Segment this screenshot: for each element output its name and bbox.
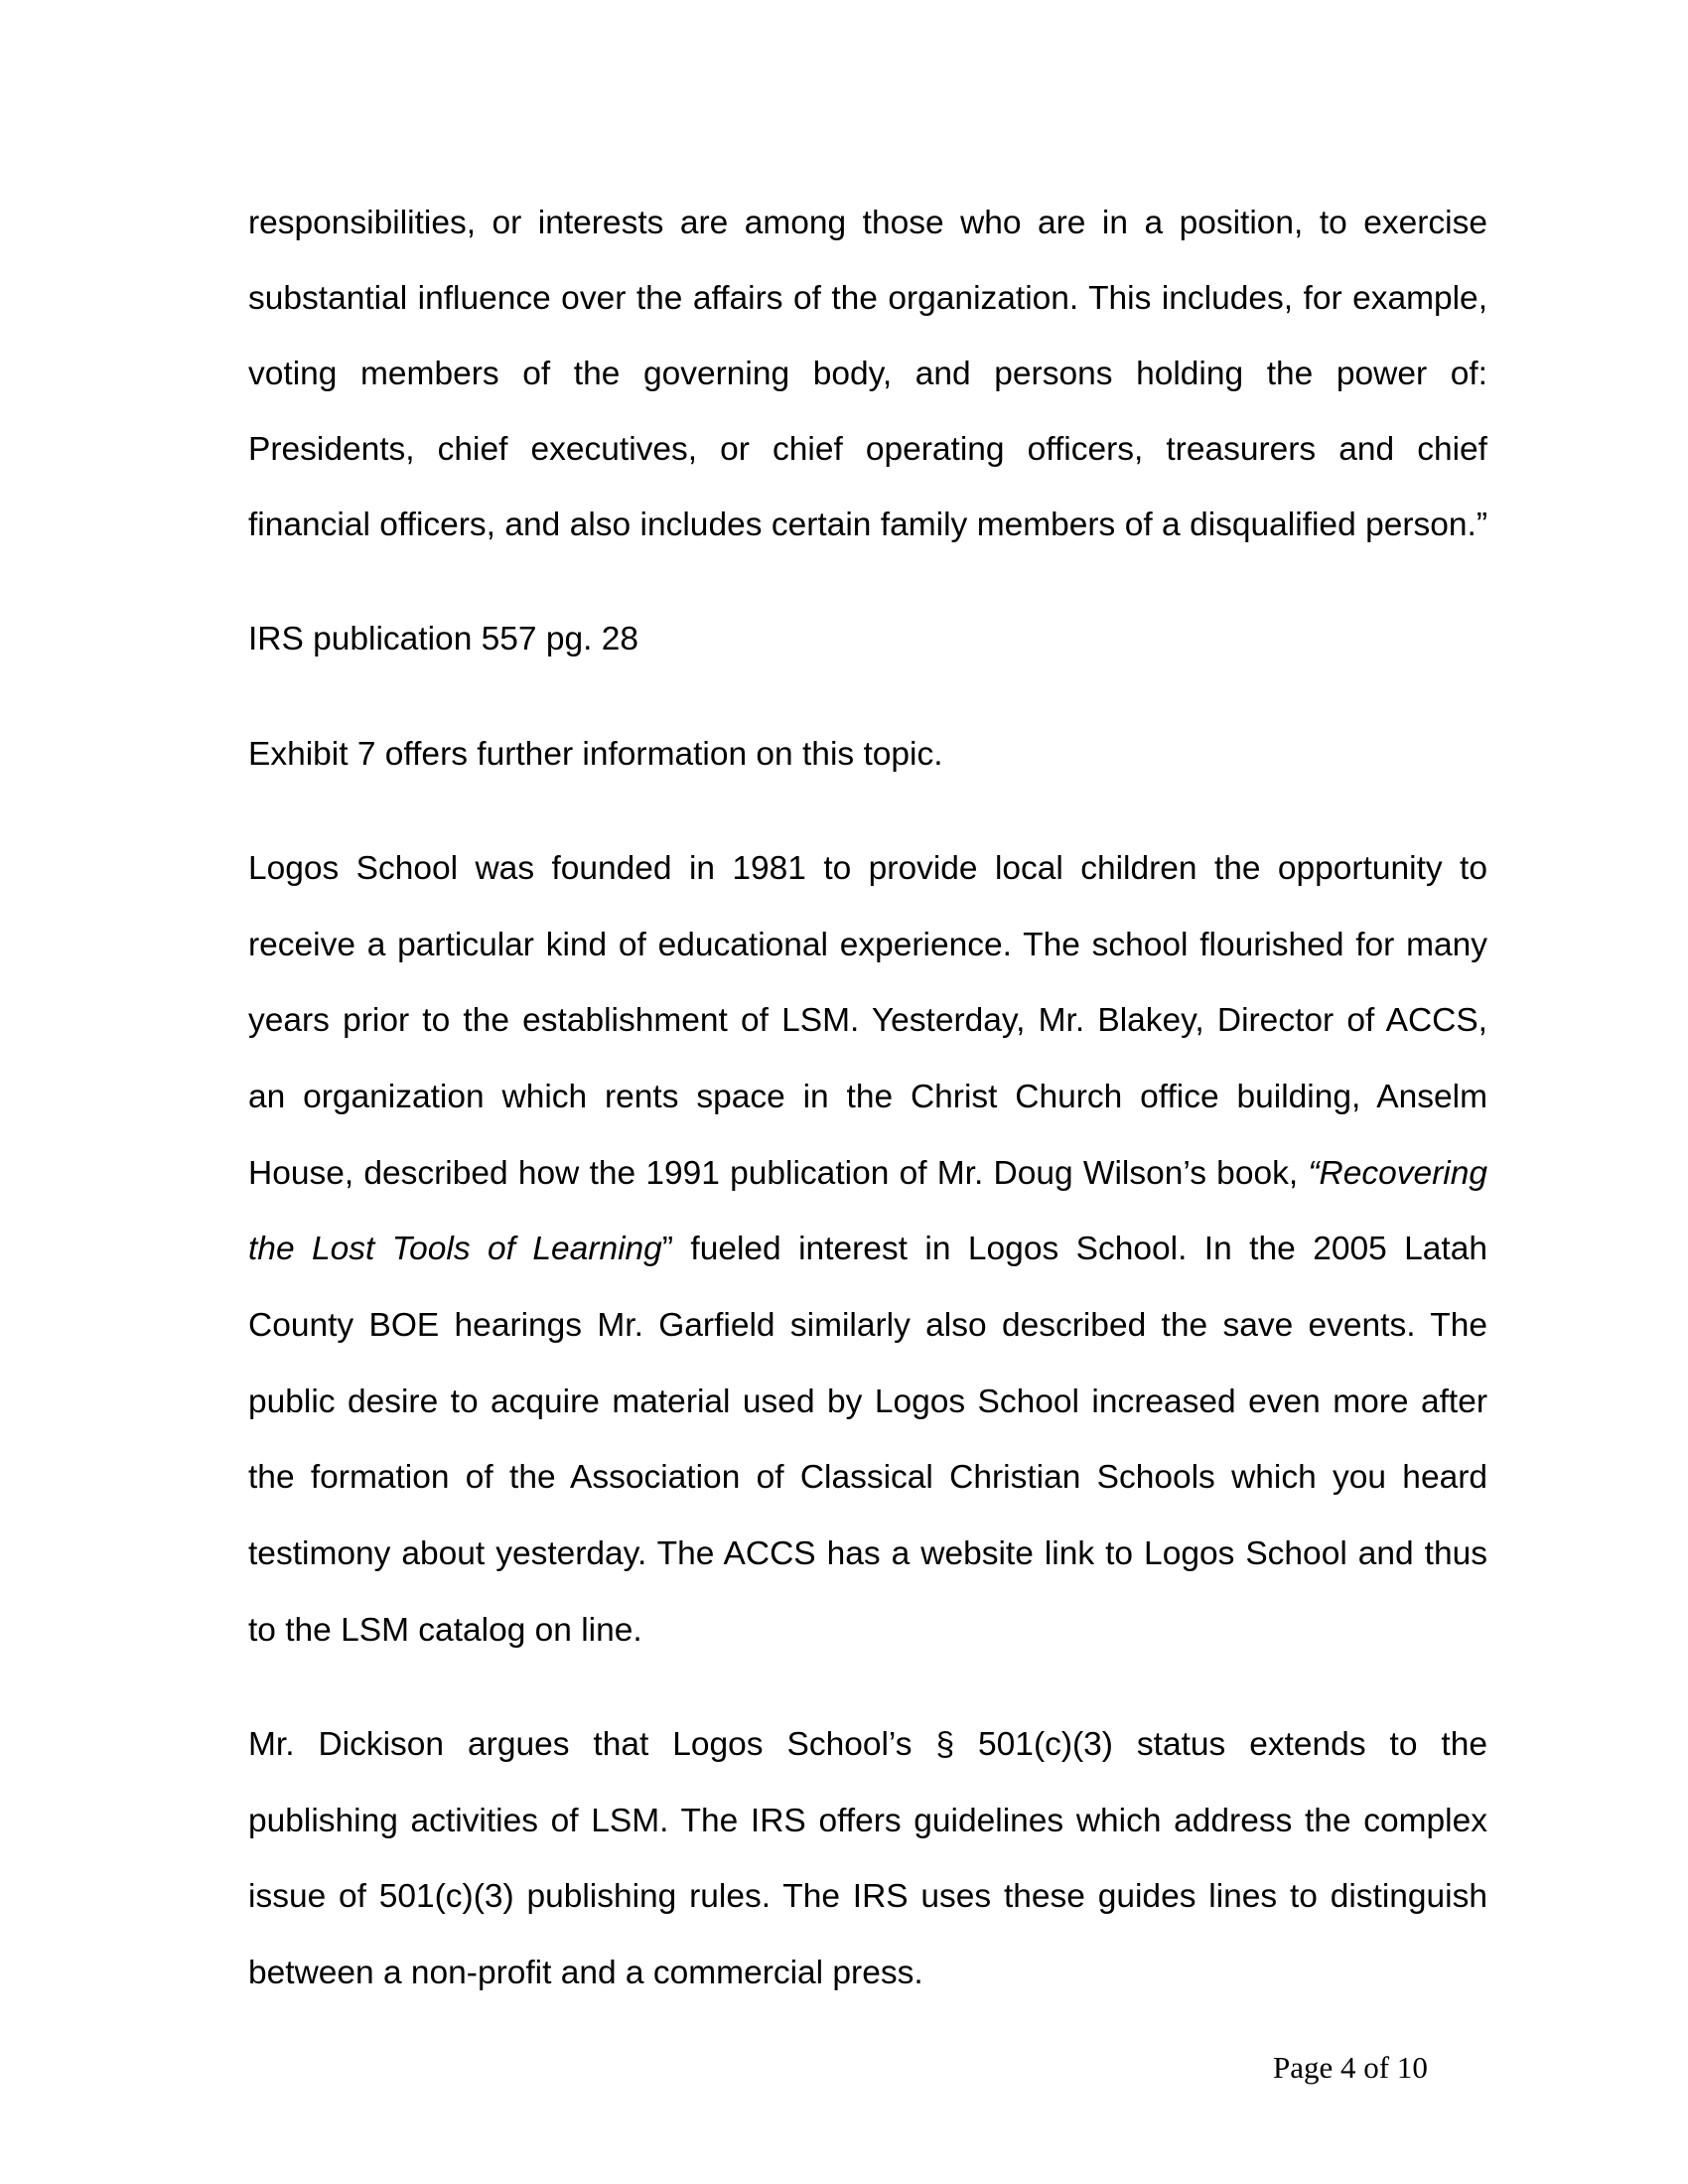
text-line: between a non-profit and a commercial press.: [248, 1955, 923, 1991]
text-line: County BOE hearings Mr. Garfield similarly also described the save events. The: [248, 1307, 1487, 1344]
text-line: years prior to the establishment of LSM. Yesterday, Mr. Blakey, Director of ACCS,: [248, 1002, 1487, 1039]
text-line: [248, 1230, 1487, 1269]
text-line: testimony about yesterday. The ACCS has a website link to Logos School and thus: [248, 1535, 1487, 1572]
text-line: [248, 1154, 1487, 1194]
text-line: the formation of the Association of Classical Christian Schools which you heard: [248, 1459, 1487, 1496]
text-line: Mr. Dickison argues that Logos School’s § 501(c)(3) status extends to the: [248, 1726, 1487, 1763]
exhibit-reference-text: Exhibit 7 offers further information on this topic.: [248, 736, 943, 773]
text-line: publishing activities of LSM. The IRS offers guidelines which address the complex: [248, 1803, 1487, 1839]
book-title-italic: “Recovering: [1308, 1155, 1487, 1192]
citation-text: IRS publication 557 pg. 28: [248, 621, 638, 657]
text-line: voting members of the governing body, and persons holding the power of:: [248, 356, 1487, 392]
text-line: financial officers, and also includes certain family members of a disqualified person.”: [248, 507, 1487, 543]
text-line: Presidents, chief executives, or chief operating officers, treasurers and chief: [248, 431, 1487, 468]
text-line: responsibilities, or interests are among those who are in a position, to exercise: [248, 205, 1487, 241]
text-line: substantial influence over the affairs of the organization. This includes, for example,: [248, 280, 1487, 317]
text-run: House, described how the 1991 publication of Mr. Doug Wilson’s book,: [248, 1155, 1309, 1192]
text-line: issue of 501(c)(3) publishing rules. The IRS uses these guides lines to distinguish: [248, 1878, 1487, 1915]
text-line: to the LSM catalog on line.: [248, 1612, 642, 1649]
page-number: Page 4 of 10: [1273, 2050, 1428, 2085]
text-run: ” fueled interest in Logos School. In the 2005 Latah: [661, 1231, 1487, 1267]
text-line: public desire to acquire material used by Logos School increased even more after: [248, 1383, 1487, 1420]
text-line: receive a particular kind of educational experience. The school flourished for many: [248, 927, 1487, 963]
book-title-italic: the Lost Tools of Learning: [248, 1231, 662, 1267]
text-line: Logos School was founded in 1981 to provide local children the opportunity to: [248, 850, 1487, 887]
text-line: an organization which rents space in the Christ Church office building, Anselm: [248, 1079, 1487, 1115]
